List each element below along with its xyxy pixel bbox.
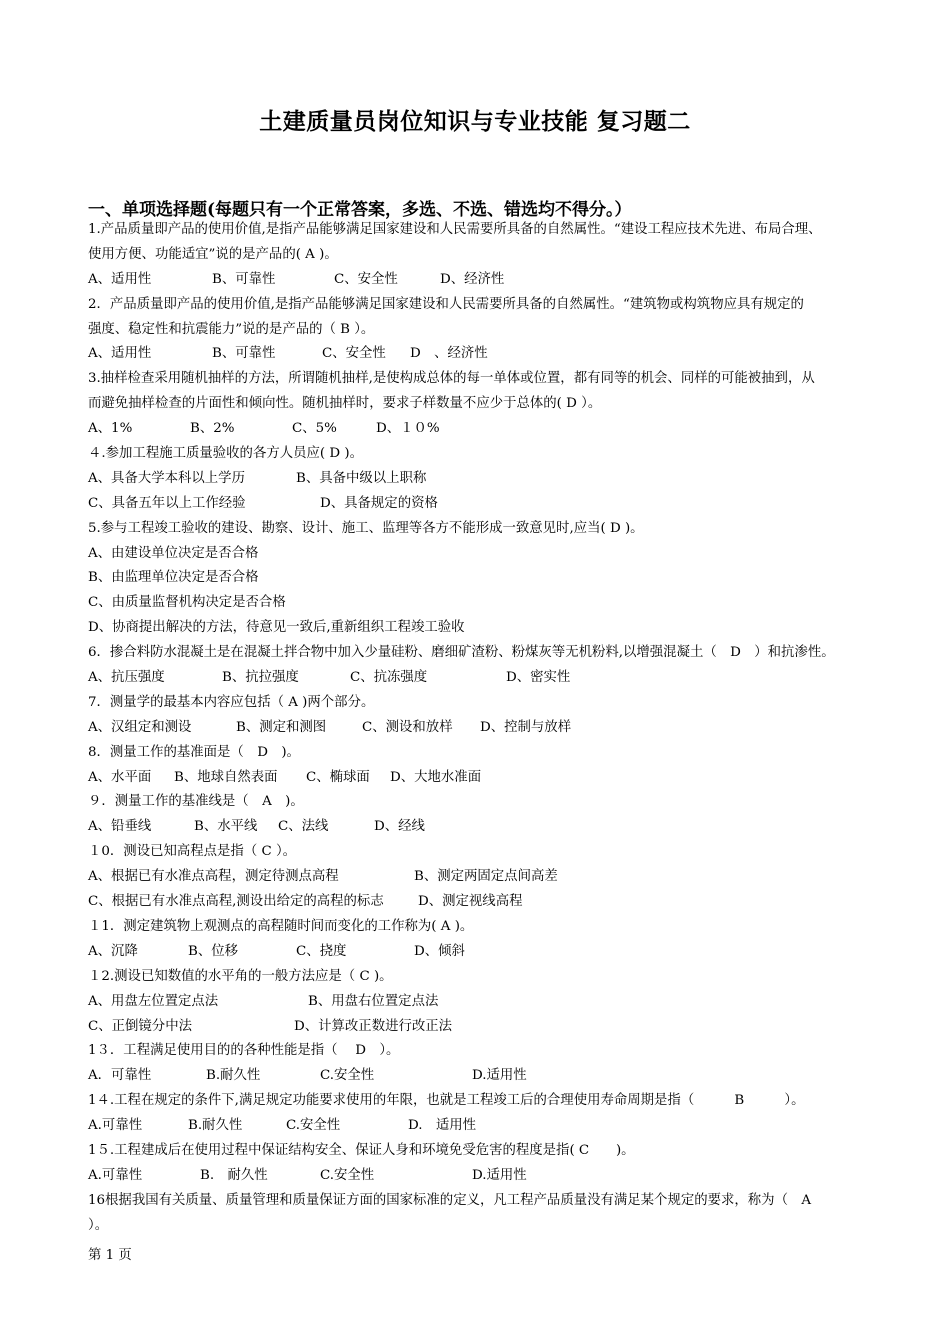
- option-row: [88, 542, 878, 567]
- answer-option: B.耐久性: [188, 1118, 243, 1134]
- answer-option: C、具备五年以上工作经验: [88, 495, 246, 511]
- option-row: [88, 417, 878, 442]
- question-stem: ９．测量工作的基准线是（ A )。: [88, 794, 304, 810]
- answer-option: C、5%: [292, 421, 337, 437]
- answer-option: D、协商提出解决的方法，待意见一致后,重新组织工程竣工验收: [88, 620, 465, 636]
- answer-option: C、法线: [278, 819, 329, 835]
- answer-option: D、密实性: [506, 670, 571, 686]
- answer-option: D、倾斜: [414, 943, 465, 959]
- answer-option: C、安全性: [322, 346, 386, 362]
- option-row: [88, 566, 878, 591]
- answer-option: B.耐久性: [206, 1068, 261, 1084]
- answer-option: B、可靠性: [212, 271, 276, 287]
- answer-option: B、具备中级以上职称: [296, 470, 427, 486]
- question-stem: 1.产品质量即产品的使用价值,是指产品能够满足国家建设和人民需要所具备的自然属性。“建设工程应技术先进、布局合理、: [88, 222, 822, 237]
- answer-option: A、汉组定和测设: [88, 719, 192, 735]
- page-number: 第 1 页: [88, 1248, 132, 1263]
- option-row: [88, 342, 878, 367]
- answer-option: B、地球自然表面: [174, 769, 278, 785]
- option-row: [88, 990, 878, 1015]
- option-row: [88, 716, 878, 741]
- answer-option: A、抗压强度: [88, 670, 165, 686]
- question-stem: 6．掺合料防水混凝土是在混凝土拌合物中加入少量硅粉、磨细矿渣粉、粉煤灰等无机粉料,以增强混凝土（ D ）和抗渗性。: [88, 645, 835, 661]
- option-row: [88, 940, 878, 965]
- answer-option: C、测设和放样: [362, 719, 453, 735]
- answer-option: D 、经济性: [410, 346, 488, 362]
- answer-option: A、沉降: [88, 943, 138, 959]
- question-stem: 8．测量工作的基准面是（ D )。: [88, 744, 300, 760]
- answer-option: D. 适用性: [408, 1118, 477, 1134]
- option-row: [88, 1064, 878, 1089]
- answer-option: B、水平线: [194, 819, 258, 835]
- answer-option: D、经济性: [440, 271, 505, 287]
- question-stem: 强度、稳定性和抗震能力”说的是产品的（ B ）。: [88, 321, 375, 337]
- answer-option: A.可靠性: [88, 1118, 143, 1134]
- answer-option: A．可靠性: [88, 1068, 152, 1084]
- option-row: [88, 1015, 878, 1040]
- option-row: [88, 616, 878, 641]
- answer-option: B、测定和测图: [236, 719, 327, 735]
- option-row: [88, 890, 878, 915]
- option-row: [88, 666, 878, 691]
- answer-option: D、大地水准面: [390, 769, 482, 785]
- answer-option: A.可靠性: [88, 1167, 143, 1183]
- answer-option: D.适用性: [472, 1167, 527, 1183]
- answer-option: C、根据已有水准点高程,测设出给定的高程的标志: [88, 894, 384, 910]
- question-stem: １1．测定建筑物上观测点的高程随时间而变化的工作称为( A )。: [88, 918, 474, 934]
- option-row: [88, 1114, 878, 1139]
- answer-option: D、经线: [374, 819, 425, 835]
- answer-option: A、适用性: [88, 346, 152, 362]
- option-row: [88, 591, 878, 616]
- question-stem: 1４.工程在规定的条件下,满足规定功能要求使用的年限，也就是工程竣工后的合理使用寿命周期是指（ B ）。: [88, 1093, 805, 1109]
- answer-option: A、具备大学本科以上学历: [88, 470, 245, 486]
- option-row: [88, 815, 878, 840]
- answer-option: D、控制与放样: [480, 719, 572, 735]
- question-stem: ４.参加工程施工质量验收的各方人员应( D )。: [88, 446, 363, 462]
- answer-option: D、具备规定的资格: [320, 495, 438, 511]
- question-stem: 5.参与工程竣工验收的建设、勘察、设计、施工、监理等各方不能形成一致意见时,应当( D )。: [88, 520, 644, 536]
- answer-option: C、椭球面: [306, 769, 370, 785]
- answer-option: C、由质量监督机构决定是否合格: [88, 595, 286, 611]
- answer-option: B、2%: [190, 421, 235, 437]
- question-stem: 2．产品质量即产品的使用价值,是指产品能够满足国家建设和人民需要所具备的自然属性。“建筑物或构筑物应具有规定的: [88, 296, 804, 312]
- question-list: [88, 218, 878, 1239]
- answer-option: C、抗冻强度: [350, 670, 428, 686]
- question-stem: 7．测量学的最基本内容应包括（ A )两个部分。: [88, 694, 375, 710]
- document-title: 土建质量员岗位知识与专业技能 复习题二: [259, 108, 691, 135]
- answer-option: C.安全性: [320, 1068, 375, 1084]
- question-stem: 3.抽样检查采用随机抽样的方法，所谓随机抽样,是使构成总体的每一单体或位置，都有同等的机会、同样的可能被抽到，从: [88, 371, 815, 387]
- question-stem: １0．测设已知高程点是指（ C ）。: [88, 844, 297, 860]
- answer-option: A、由建设单位决定是否合格: [88, 545, 259, 561]
- option-row: [88, 865, 878, 890]
- answer-option: A、用盘左位置定点法: [88, 993, 219, 1009]
- answer-option: A、水平面: [88, 769, 152, 785]
- answer-option: C、安全性: [334, 271, 398, 287]
- answer-option: B、位移: [188, 943, 239, 959]
- question-stem: 使用方便、功能适宜”说的是产品的( A )。: [88, 246, 338, 262]
- question-stem: 16根据我国有关质量、质量管理和质量保证方面的国家标准的定义，凡工程产品质量没有满足某个规定的要求，称为（ A: [88, 1192, 812, 1208]
- answer-option: A、根据已有水准点高程，测定待测点高程: [88, 869, 339, 885]
- answer-option: B、由监理单位决定是否合格: [88, 570, 259, 586]
- question-stem: 1５.工程建成后在使用过程中保证结构安全、保证人身和环境免受危害的程度是指( C )。: [88, 1142, 635, 1158]
- question-stem: １2.测设已知数值的水平角的一般方法应是（ C )。: [88, 968, 393, 984]
- question-stem: ）。: [88, 1217, 109, 1233]
- answer-option: B、测定两固定点间高差: [414, 869, 558, 885]
- answer-option: C、挠度: [296, 943, 347, 959]
- answer-option: B、可靠性: [212, 346, 276, 362]
- question-stem: 1３．工程满足使用目的的各种性能是指（ D ）。: [88, 1043, 400, 1059]
- question-stem: 而避免抽样检查的片面性和倾向性。随机抽样时，要求子样数量不应少于总体的( D ）。: [88, 396, 602, 412]
- option-row: [88, 1164, 878, 1189]
- option-row: [88, 492, 878, 517]
- answer-option: B、用盘右位置定点法: [308, 993, 439, 1009]
- option-row: [88, 268, 878, 293]
- option-row: [88, 766, 878, 791]
- answer-option: C.安全性: [286, 1118, 341, 1134]
- answer-option: D、测定视线高程: [418, 894, 523, 910]
- answer-option: C、正倒镜分中法: [88, 1018, 192, 1034]
- answer-option: A、铅垂线: [88, 819, 152, 835]
- answer-option: C.安全性: [320, 1167, 375, 1183]
- option-row: [88, 467, 878, 492]
- answer-option: D、１０%: [376, 421, 440, 437]
- answer-option: D、计算改正数进行改正法: [294, 1018, 453, 1034]
- section-heading: 一、单项选择题(每题只有一个正常答案，多选、不选、错选均不得分。）: [88, 200, 632, 220]
- answer-option: A、1%: [88, 421, 133, 437]
- answer-option: B. 耐久性: [200, 1167, 268, 1183]
- answer-option: A、适用性: [88, 271, 152, 287]
- answer-option: D.适用性: [472, 1068, 527, 1084]
- answer-option: B、抗拉强度: [222, 670, 299, 686]
